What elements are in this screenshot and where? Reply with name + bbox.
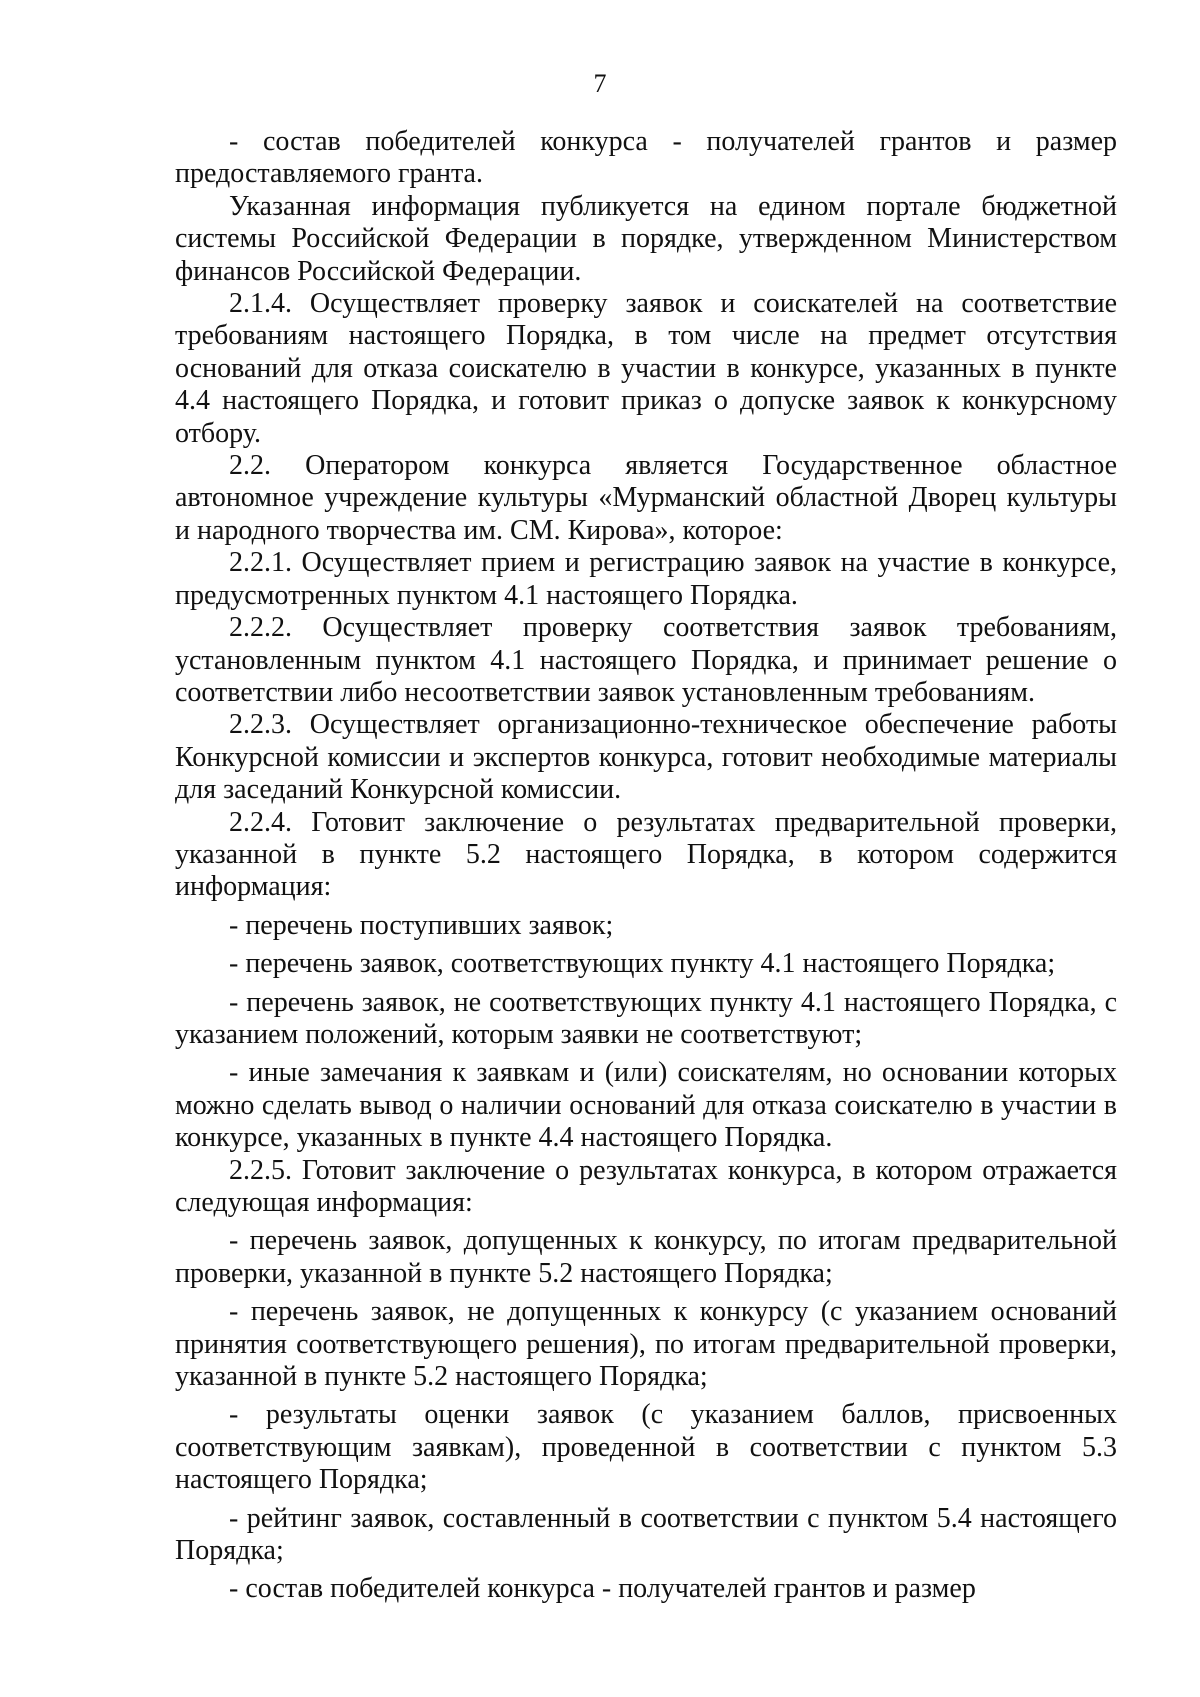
list-item: - перечень заявок, допущенных к конкурсу, по итогам предварительной проверки, указанной в пункте 5.2 настоящего Порядка;: [175, 1225, 1117, 1289]
page-number: 7: [593, 69, 607, 98]
paragraph: 2.2. Оператором конкурса является Государственное областное автономное учреждение культуры «Мурманский областной Дворец культуры и народного творчества им. СМ. Кирова», которое:: [175, 450, 1117, 546]
paragraph: 2.1.4. Осуществляет проверку заявок и соискателей на соответствие требованиям настоящего Порядка, в том числе на предмет отсутствия оснований для отказа соискателю в участии в конкурсе, указанных в пункте 4.4 настоящего Порядка, и готовит приказ о допуске заявок к конкурсному отбору.: [175, 288, 1117, 449]
list-item: - иные замечания к заявкам и (или) соискателям, но основании которых можно сделать вывод о наличии оснований для отказа соискателю в участии в конкурсе, указанных в пункте 4.4 настоящего Порядка.: [175, 1057, 1117, 1154]
list-item: - перечень поступивших заявок;: [229, 909, 614, 941]
paragraph: 2.2.4. Готовит заключение о результатах предварительной проверки, указанной в пункте 5.2 настоящего Порядка, в котором содержится информация:: [175, 806, 1117, 903]
document-body: [175, 126, 1117, 1606]
paragraph: 2.2.2. Осуществляет проверку соответствия заявок требованиям, установленным пунктом 4.1 настоящего Порядка, и принимает решение о соответствии либо несоответствии заявок установленным требованиям.: [175, 612, 1117, 708]
paragraph: 2.2.1. Осуществляет прием и регистрацию заявок на участие в конкурсе, предусмотренных пунктом 4.1 настоящего Порядка.: [175, 547, 1117, 611]
list-item: - перечень заявок, не соответствующих пункту 4.1 настоящего Порядка, с указанием положений, которым заявки не соответствуют;: [175, 986, 1117, 1050]
list-item: - результаты оценки заявок (с указанием баллов, присвоенных соответствующим заявкам), проведенной в соответствии с пунктом 5.3 настоящего Порядка;: [175, 1399, 1117, 1496]
paragraph: 2.2.5. Готовит заключение о результатах конкурса, в котором отражается следующая информация:: [175, 1154, 1117, 1218]
list-item: - перечень заявок, соответствующих пункту 4.1 настоящего Порядка;: [229, 948, 1056, 980]
paragraph: Указанная информация публикуется на едином портале бюджетной системы Российской Федерации в порядке, утвержденном Министерством финансов Российской Федерации.: [175, 190, 1117, 287]
paragraph: - состав победителей конкурса - получателей грантов и размер предоставляемого гранта.: [175, 126, 1117, 190]
paragraph: 2.2.3. Осуществляет организационно-техническое обеспечение работы Конкурсной комиссии и экспертов конкурса, готовит необходимые материалы для заседаний Конкурсной комиссии.: [175, 709, 1117, 806]
list-item: - состав победителей конкурса - получателей грантов и размер: [229, 1573, 976, 1605]
list-item: - рейтинг заявок, составленный в соответствии с пунктом 5.4 настоящего Порядка;: [175, 1502, 1117, 1567]
list-item: - перечень заявок, не допущенных к конкурсу (с указанием оснований принятия соответствующего решения), по итогам предварительной проверки, указанной в пункте 5.2 настоящего Порядка;: [175, 1296, 1117, 1393]
